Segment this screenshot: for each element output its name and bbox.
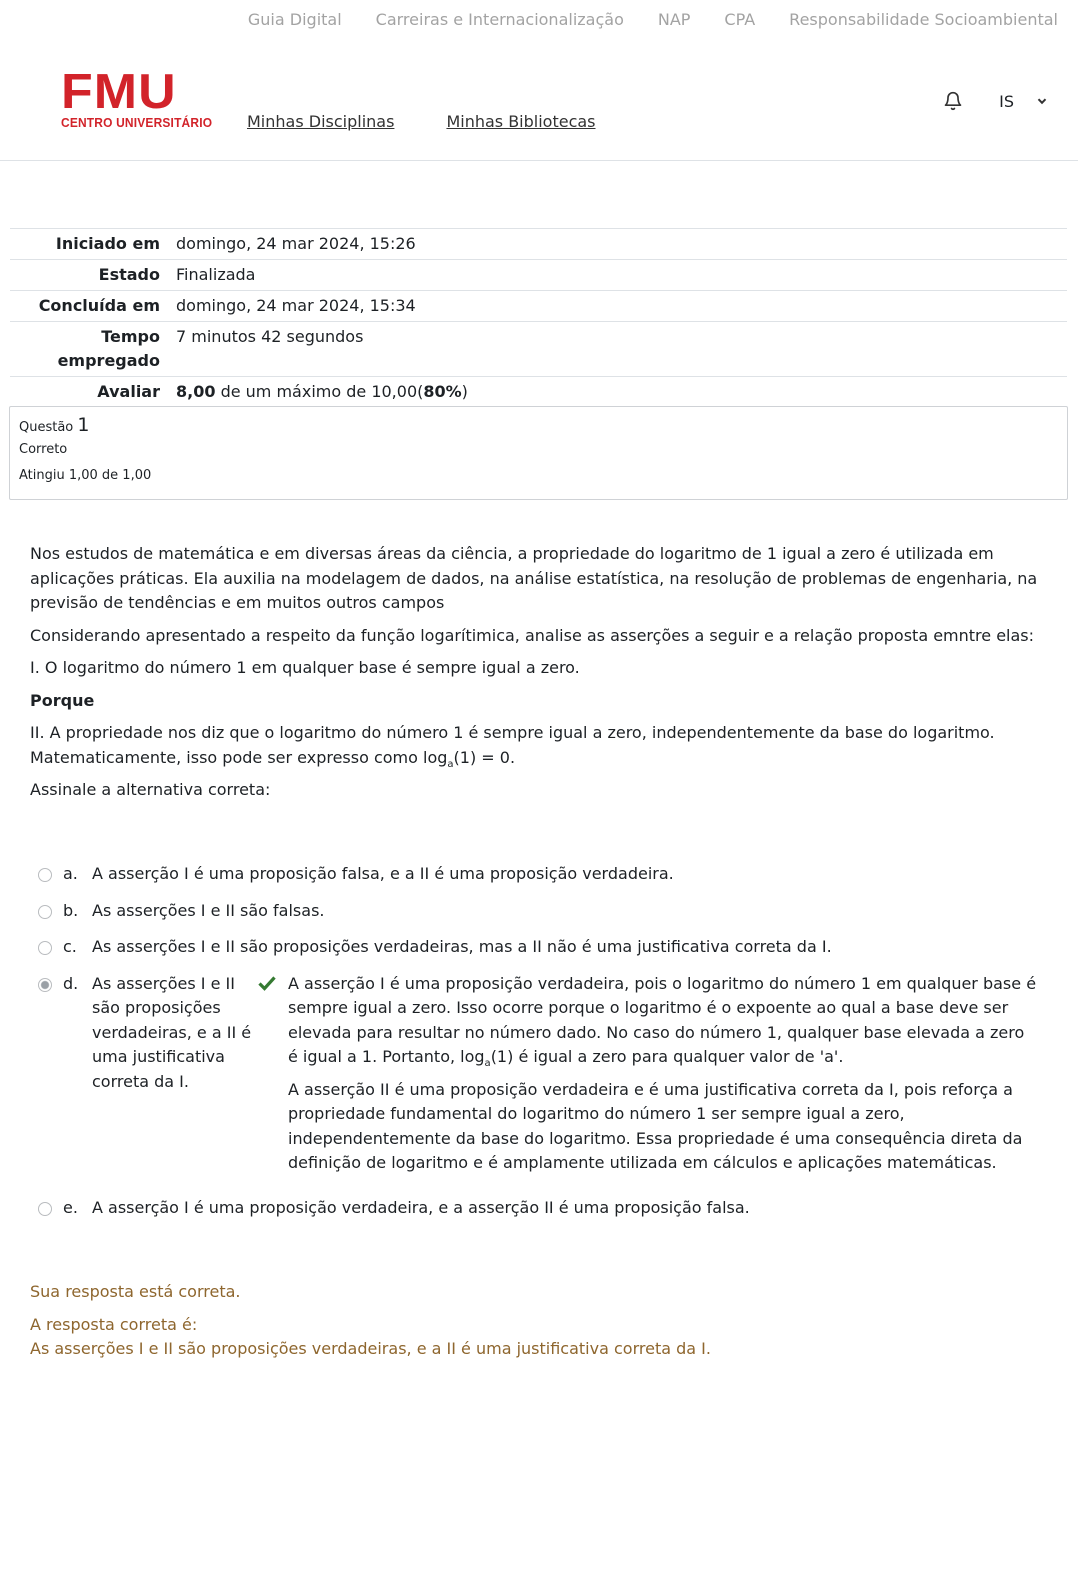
site-header (0, 40, 1078, 161)
option-letter: a. (63, 864, 78, 883)
completed-label: Concluída em (38, 296, 160, 315)
porque-label: Porque (30, 690, 95, 710)
outcome-result: Sua resposta está correta. (30, 1282, 241, 1301)
time-label: Tempo empregado (57, 327, 160, 370)
radio-c[interactable] (38, 941, 52, 955)
feedback-paragraph-2: A asserção II é uma proposição verdadeira e é uma justificativa correta da I, pois reforça a propriedade fundamental do logaritmo do número 1 ser sempre igual a zero, independentemente da base do logaritmo. Essa propriedade é uma consequência direta da definição de logaritmo e é amplamente utilizada em cálculos e aplicações matemáticas. (288, 1079, 1023, 1172)
question-info (9, 406, 1068, 500)
option-text: As asserções I e II são falsas. (92, 900, 325, 920)
user-initials[interactable]: IS (999, 91, 1014, 111)
user-area (943, 91, 1048, 111)
fmu-logo[interactable] (61, 65, 213, 130)
summary-row-time (10, 322, 1067, 377)
correct-check-icon (252, 974, 288, 999)
question-mark: Atingiu 1,00 de 1,00 (19, 468, 152, 483)
option-feedback (288, 972, 1038, 1184)
question-outcome (30, 1280, 711, 1362)
top-link-cpa[interactable]: CPA (724, 10, 756, 29)
question-text (30, 542, 1040, 811)
summary-row-completed (10, 291, 1067, 322)
chevron-down-icon[interactable] (1036, 95, 1048, 107)
grade-label: Avaliar (97, 382, 160, 401)
option-letter: c. (63, 937, 77, 956)
state-value: Finalizada (176, 265, 256, 284)
attempt-summary (10, 228, 1067, 407)
option-b[interactable] (38, 899, 1038, 924)
outcome-right-answer: As asserções I e II são proposições verdadeiras, e a II é uma justificativa correta da I. (30, 1339, 711, 1358)
question-paragraph-2: Considerando apresentado a respeito da função logarítimica, analise as asserções a seguir e a relação proposta emntre elas: (30, 625, 1035, 645)
option-e[interactable] (38, 1196, 1038, 1221)
option-a[interactable] (38, 862, 1038, 887)
top-link-carreiras[interactable]: Carreiras e Internacionalização (375, 10, 624, 29)
nav-minhas-bibliotecas[interactable]: Minhas Bibliotecas (446, 112, 596, 131)
option-letter: d. (63, 973, 79, 993)
feedback-1-text: A asserção I é uma proposição verdadeira, pois o logaritmo do número 1 em qualquer base é sempre igual a zero. Isso ocorre porque o logaritmo é o expoente ao qual a base deve ser elevada para resultar no número dado. No caso do número 1, qualquer base elevada a zero é igual a 1. Portanto, log (288, 973, 1037, 1066)
time-value: 7 minutos 42 segundos (176, 327, 364, 346)
logo-sub: CENTRO UNIVERSITÁRIO (61, 115, 213, 130)
option-letter: e. (63, 1197, 78, 1217)
top-link-guia-digital[interactable]: Guia Digital (247, 10, 342, 29)
started-label: Iniciado em (55, 234, 160, 253)
assertion-2-end: (1) = 0. (453, 747, 516, 767)
summary-row-grade (10, 377, 1067, 408)
grade-text: de um máximo de 10,00( (215, 382, 424, 401)
question-prompt: Assinale a alternativa correta: (30, 780, 271, 799)
option-letter: b. (63, 900, 79, 920)
completed-value: domingo, 24 mar 2024, 15:34 (176, 296, 416, 315)
assertion-2 (30, 721, 1040, 770)
option-text: A asserção I é uma proposição verdadeira, e a asserção II é uma proposição falsa. (92, 1197, 750, 1217)
option-c[interactable] (38, 935, 1038, 960)
radio-e[interactable] (38, 1202, 52, 1216)
nav-minhas-disciplinas[interactable]: Minhas Disciplinas (247, 112, 395, 131)
assertion-2-text: II. A propriedade nos diz que o logaritmo do número 1 é sempre igual a zero, independentemente da base do logaritmo. Matematicamente, isso pode ser expresso como log (30, 723, 995, 767)
radio-b[interactable] (38, 905, 52, 919)
option-text: As asserções I e II são proposições verdadeiras, mas a II não é uma justificativa correta da I. (92, 937, 832, 956)
top-link-nap[interactable]: NAP (657, 10, 691, 29)
assertion-1: I. O logaritmo do número 1 em qualquer base é sempre igual a zero. (30, 658, 580, 677)
summary-row-state (10, 260, 1067, 291)
question-state: Correto (19, 442, 68, 457)
question-paragraph-1: Nos estudos de matemática e em diversas áreas da ciência, a propriedade do logaritmo de 1 igual a zero é utilizada em aplicações práticas. Ela auxilia na modelagem de dados, na análise estatística, na resolução de problemas de engenharia, na previsão de tendências e em muitos outros campos (30, 544, 1038, 612)
option-text: As asserções I e II são proposições verdadeiras, e a II é uma justificativa correta da I. (92, 973, 252, 1091)
question-number (19, 414, 1058, 436)
top-links (248, 10, 1058, 29)
option-text: A asserção I é uma proposição falsa, e a II é uma proposição verdadeira. (92, 864, 674, 883)
grade-close: ) (461, 382, 468, 401)
outcome-right-label: A resposta correta é: (30, 1314, 198, 1334)
radio-d-selected[interactable] (38, 978, 52, 992)
feedback-1-end: (1) é igual a zero para qualquer valor de 'a'. (490, 1047, 844, 1066)
answer-options (38, 862, 1038, 1232)
radio-a[interactable] (38, 868, 52, 882)
grade-percent: 80% (423, 382, 462, 401)
grade-score: 8,00 (176, 382, 216, 401)
top-link-responsabilidade[interactable]: Responsabilidade Socioambiental (789, 10, 1058, 29)
feedback-paragraph-1 (288, 972, 1038, 1070)
main-nav (247, 112, 596, 131)
state-label: Estado (98, 265, 160, 284)
bell-icon[interactable] (943, 91, 963, 111)
question-label: Questão (19, 420, 74, 435)
question-number-value: 1 (77, 414, 90, 436)
started-value: domingo, 24 mar 2024, 15:26 (176, 234, 416, 253)
grade-value (168, 377, 1067, 408)
summary-row-started (10, 229, 1067, 260)
option-d[interactable] (38, 972, 1038, 1184)
assertion-2-sub: a (447, 758, 454, 770)
logo-main: FMU (61, 65, 177, 119)
feedback-1-sub: a (484, 1058, 491, 1070)
